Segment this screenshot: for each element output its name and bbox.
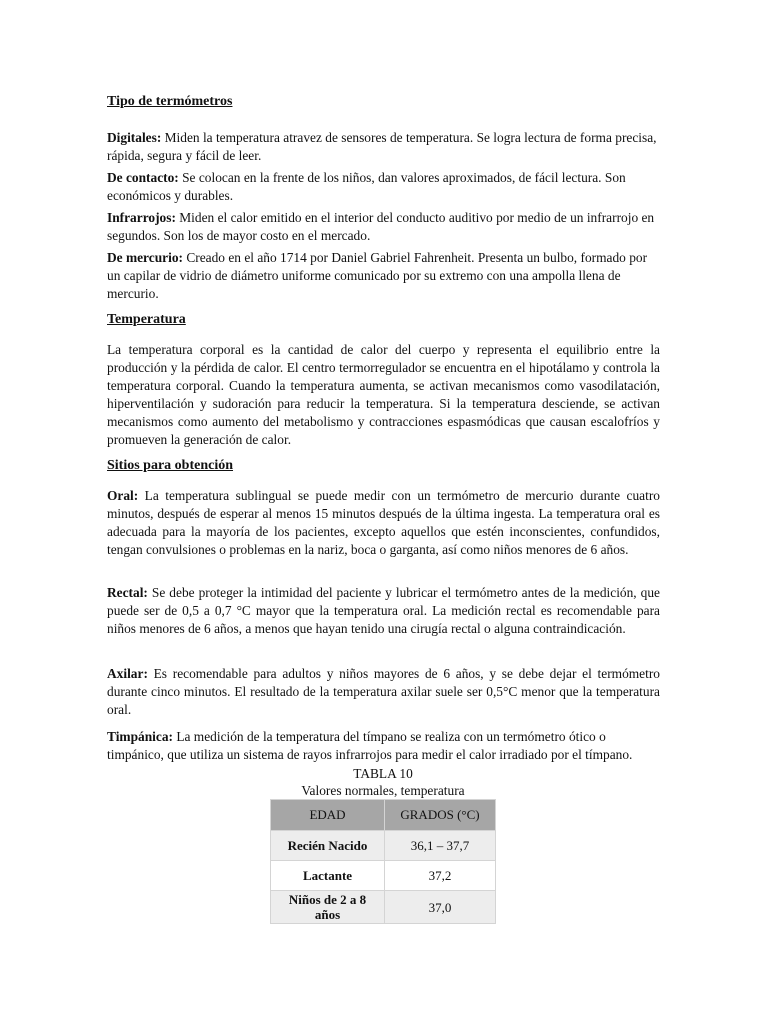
table-row	[271, 891, 496, 924]
paragraph-oral	[107, 487, 660, 559]
paragraph-timpanica	[107, 728, 660, 764]
table-cell-edad: Lactante	[271, 861, 385, 891]
paragraph-de-mercurio	[107, 249, 660, 303]
paragraph-digitales	[107, 129, 660, 165]
heading-temperatura: Temperatura	[107, 312, 186, 327]
text-infrarrojos: Miden el calor emitido en el interior del conducto auditivo por medio de un infrarrojo en segundos. Son los de mayor costo en el mercado.	[107, 210, 655, 243]
temperature-values-table	[270, 799, 496, 924]
table-cell-edad: Niños de 2 a 8 años	[271, 891, 385, 924]
table-header-edad: EDAD	[271, 800, 385, 831]
table-cell-grados: 36,1 – 37,7	[385, 831, 496, 861]
paragraph-de-contacto	[107, 169, 660, 205]
text-timpanica: La medición de la temperatura del tímpano se realiza con un termómetro ótico o timpánico, que utiliza un sistema de rayos infrarrojos para medir el calor irradiado por el tímpano.	[107, 729, 633, 762]
heading-sitios-obtencion: Sitios para obtención	[107, 458, 234, 473]
table-caption-subtitle: Valores normales, temperatura	[301, 783, 465, 798]
table-cell-edad: Recién Nacido	[271, 831, 385, 861]
term-timpanica: Timpánica:	[107, 729, 173, 744]
table-cell-grados: 37,2	[385, 861, 496, 891]
text-de-mercurio: Creado en el año 1714 por Daniel Gabriel Fahrenheit. Presenta un bulbo, formado por un capilar de vidrio de diámetro uniforme comunicado por su extremo con una ampolla llena de mercurio.	[107, 250, 648, 301]
heading-tipo-termometros: Tipo de termómetros	[107, 94, 233, 109]
term-oral: Oral:	[107, 488, 139, 503]
text-oral: La temperatura sublingual se puede medir con un termómetro de mercurio durante cuatro minutos, después de esperar al menos 15 minutos después de la última ingesta. La temperatura oral es adecuada para la mayoría de los pacientes, excepto aquellos que estén inconscientes, confundidos, tengan convulsiones o problemas en la nariz, boca o garganta, así como niños menores de 6 años.	[107, 488, 660, 557]
text-axilar: Es recomendable para adultos y niños mayores de 6 años, y se debe dejar el termómetro durante cinco minutos. El resultado de la temperatura axilar suele ser 0,5°C menor que la temperatura oral.	[107, 666, 660, 717]
text-de-contacto: Se colocan en la frente de los niños, dan valores aproximados, de fácil lectura. Son económicos y durables.	[107, 170, 626, 203]
table-cell-grados: 37,0	[385, 891, 496, 924]
term-infrarrojos: Infrarrojos:	[107, 210, 176, 225]
text-rectal: Se debe proteger la intimidad del paciente y lubricar el termómetro antes de la medición, que puede ser de 0,5 a 0,7 °C mayor que la temperatura oral. La medición rectal es recomendable para niños menores de 6 años, a menos que hayan tenido una cirugía rectal o alguna contraindicación.	[107, 585, 660, 636]
table-row	[271, 831, 496, 861]
paragraph-rectal	[107, 584, 660, 638]
term-de-mercurio: De mercurio:	[107, 250, 183, 265]
paragraph-axilar	[107, 665, 660, 719]
text-digitales: Miden la temperatura atravez de sensores de temperatura. Se logra lectura de forma precisa, rápida, segura y fácil de leer.	[107, 130, 657, 163]
paragraph-infrarrojos	[107, 209, 660, 245]
table-header-grados: GRADOS (°C)	[385, 800, 496, 831]
term-digitales: Digitales:	[107, 130, 162, 145]
term-axilar: Axilar:	[107, 666, 148, 681]
term-rectal: Rectal:	[107, 585, 148, 600]
term-de-contacto: De contacto:	[107, 170, 179, 185]
paragraph-temperatura: La temperatura corporal es la cantidad de calor del cuerpo y representa el equilibrio entre la producción y la pérdida de calor. El centro termorregulador se encuentra en el hipotálamo y controla la temperatura corporal. Cuando la temperatura aumenta, se activan mecanismos como vasodilatación, hiperventilación y sudoración para reducir la temperatura. Si la temperatura desciende, se activan mecanismos como aumento del metabolismo y contracciones espasmódicas que causan escalofríos y promueven la generación de calor.	[107, 342, 660, 447]
table-caption-title: TABLA 10	[353, 766, 413, 781]
table-header-row	[271, 800, 496, 831]
table-row	[271, 861, 496, 891]
